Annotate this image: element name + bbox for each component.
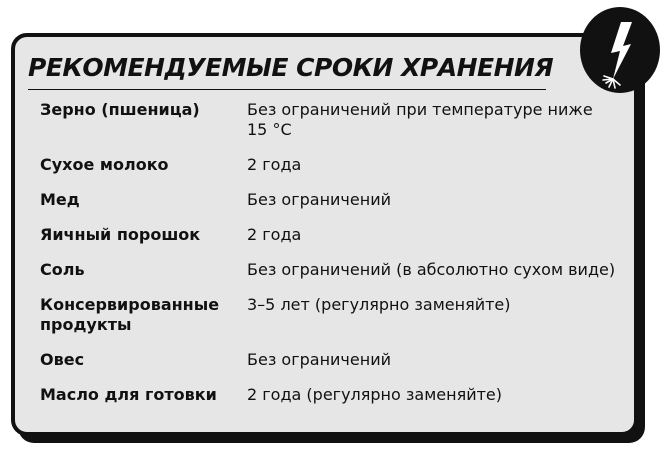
- product-name: Соль: [40, 260, 85, 279]
- storage-term: 2 года (регулярно заменяйте): [247, 385, 502, 404]
- table-row: [40, 385, 620, 405]
- storage-term: Без ограничений: [247, 190, 391, 209]
- storage-term: Без ограничений: [247, 350, 391, 369]
- storage-term: Без ограничений при температуре ниже 15 °C: [247, 100, 593, 139]
- table-row: [40, 225, 620, 245]
- table-row: [40, 155, 620, 175]
- product-name: Зерно (пшеница): [40, 100, 200, 119]
- title-underline: [28, 89, 546, 90]
- product-name: Яичный порошок: [40, 225, 201, 244]
- product-name: Сухое молоко: [40, 155, 169, 174]
- page-title: РЕКОМЕНДУЕМЫЕ СРОКИ ХРАНЕНИЯ: [28, 53, 554, 82]
- storage-term: 2 года: [247, 155, 302, 174]
- product-name: Овес: [40, 350, 85, 369]
- table-row: [40, 350, 620, 370]
- table-row: [40, 100, 620, 140]
- product-name: Консервированные продукты: [40, 295, 220, 334]
- table-row: [40, 260, 620, 280]
- table-row: [40, 190, 620, 210]
- product-name: Масло для готовки: [40, 385, 217, 404]
- storage-term: Без ограничений (в абсолютно сухом виде): [247, 260, 616, 279]
- storage-table: [40, 100, 620, 420]
- product-name: Мед: [40, 190, 80, 209]
- table-row: [40, 295, 620, 335]
- storage-term: 2 года: [247, 225, 302, 244]
- storage-term: 3–5 лет (регулярно заменяйте): [247, 295, 511, 314]
- lightning-bolt-icon: [580, 7, 660, 93]
